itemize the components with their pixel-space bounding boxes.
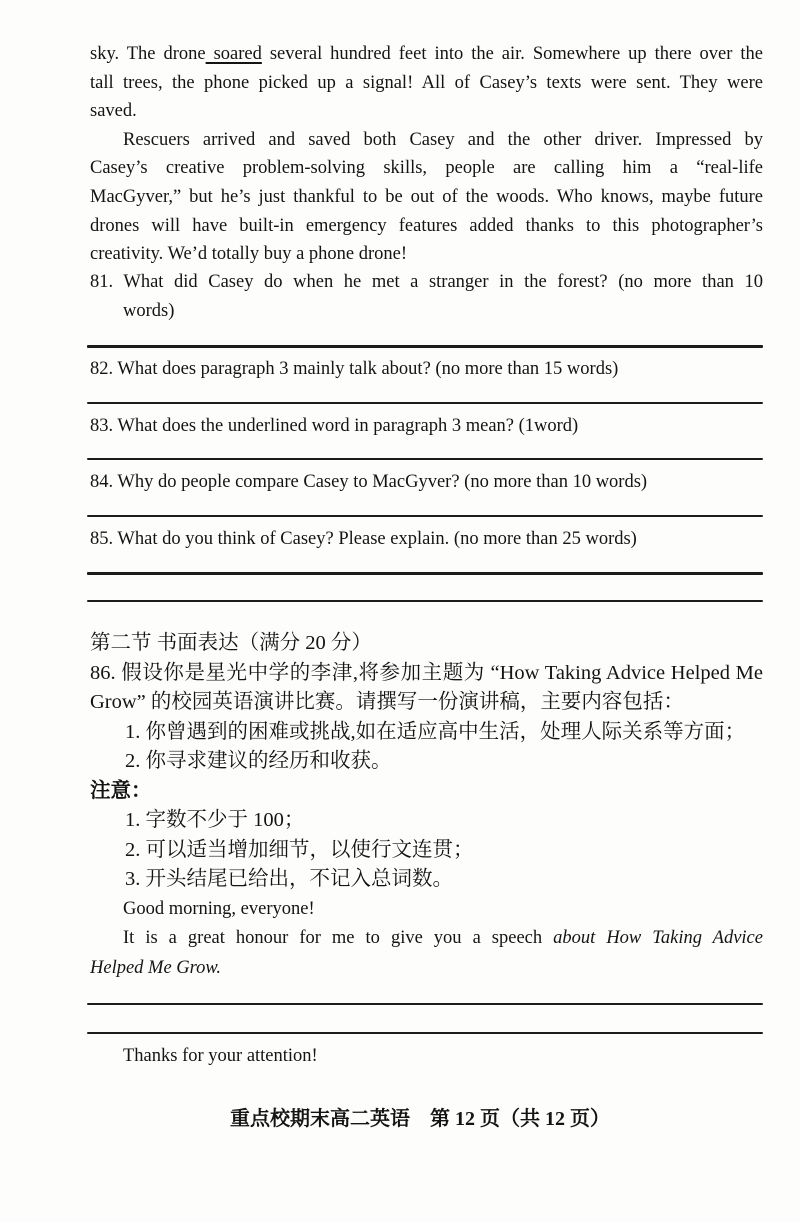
question-81	[90, 268, 763, 325]
note-3: 3. 开头结尾已给出，不记入总词数。	[125, 868, 453, 890]
question-83	[90, 412, 763, 441]
section-title: 第二节 书面表达（满分 20 分）	[90, 632, 372, 654]
essay-rule-2	[87, 1032, 763, 1034]
speech-intro-line	[90, 924, 763, 954]
passage-line: saved.	[90, 101, 137, 122]
question-81-line-2: words)	[123, 300, 175, 321]
writing-section	[90, 629, 763, 983]
note-1: 1. 字数不少于 100；	[125, 809, 305, 831]
question-82	[90, 355, 763, 384]
task-point-1: 1. 你曾遇到的困难或挑战,如在适应高中生活，处理人际关系等方面；	[125, 720, 746, 743]
page-footer: 重点校期末高二英语 第 12 页（共 12 页）	[230, 1108, 610, 1130]
passage-line: creativity. We’d totally buy a phone drone!	[90, 244, 408, 265]
essay-rule-1	[87, 1003, 763, 1005]
speech-topic-line-2: Helped Me Grow.	[90, 957, 222, 978]
reading-passage	[90, 40, 763, 269]
question-85	[90, 525, 763, 554]
answer-rule-82	[87, 402, 763, 404]
passage-line: MacGyver,” but he’s just thankful to be out of the woods. Who knows, maybe future	[90, 186, 763, 207]
question-83-line: 83. What does the underlined word in paragraph 3 mean? (1word)	[90, 416, 579, 436]
notes-label: 注意：	[90, 779, 152, 802]
speech-closing	[90, 1042, 763, 1071]
speech-intro-roman: It is a great honour for me to give you a speech	[123, 928, 543, 948]
speech-topic-italic: about How Taking Advice	[542, 928, 763, 948]
question-84-line: 84. Why do people compare Casey to MacGyver? (no more than 10 words)	[90, 472, 648, 492]
task-86-line-1: 86. 假设你是星光中学的李津,将参加主题为 “How Taking Advice Helped Me	[90, 661, 763, 684]
question-81-line-1: 81. What did Casey do when he met a stranger in the forest? (no more than 10	[90, 272, 763, 292]
passage-line: Casey’s creative problem-solving skills, people are calling him a “real-life	[90, 158, 763, 179]
closing-line: Thanks for your attention!	[123, 1046, 318, 1066]
answer-rule-84	[87, 515, 763, 517]
question-84	[90, 468, 763, 497]
task-point-2: 2. 你寻求建议的经历和收获。	[125, 750, 392, 772]
note-2: 2. 可以适当增加细节，以使行文连贯；	[125, 838, 474, 861]
question-82-line: 82. What does paragraph 3 mainly talk about? (no more than 15 words)	[90, 359, 619, 379]
passage-text-post: several hundred feet into the air. Somewhere up there over the	[261, 44, 763, 64]
underlined-word-soared: soared	[205, 44, 262, 64]
passage-line: drones will have built-in emergency features added thanks to this photographer’s	[90, 215, 763, 236]
passage-line	[90, 40, 763, 69]
question-85-line: 85. What do you think of Casey? Please explain. (no more than 25 words)	[90, 529, 637, 549]
answer-rule-81	[87, 345, 763, 348]
speech-opening: Good morning, everyone!	[123, 898, 315, 919]
passage-line: Rescuers arrived and saved both Casey and the other driver. Impressed by	[123, 129, 763, 150]
answer-rule-85-line-1	[87, 572, 763, 575]
passage-line: tall trees, the phone picked up a signal! All of Casey’s texts were sent. They were	[90, 72, 763, 93]
answer-rule-85-line-2	[87, 600, 763, 602]
task-86-line-2: Grow” 的校园英语演讲比赛。请撰写一份演讲稿，主要内容包括：	[90, 691, 684, 713]
passage-text-pre: sky. The drone	[90, 44, 206, 64]
answer-rule-83	[87, 458, 763, 460]
